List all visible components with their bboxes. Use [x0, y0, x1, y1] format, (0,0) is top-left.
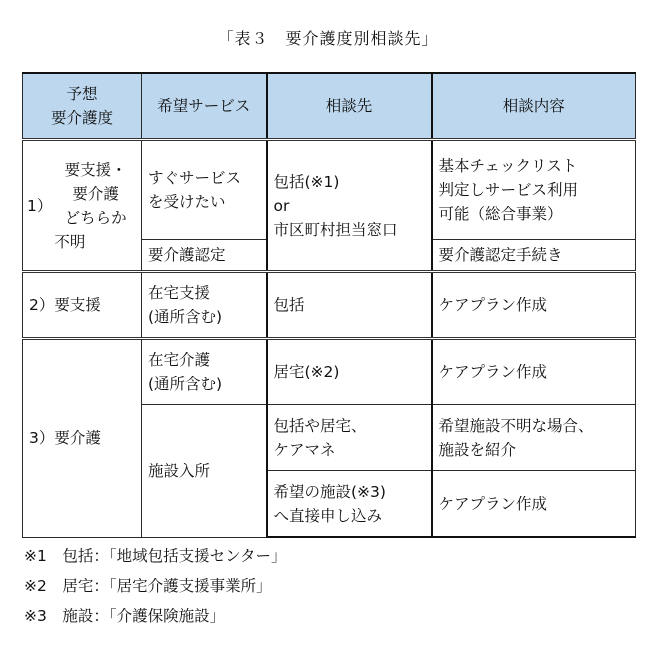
consultation-table	[22, 72, 636, 538]
content-cell: 基本チェックリスト 判定しサービス利用 可能（総合事業）	[432, 139, 636, 239]
consult-cell: 包括や居宅、 ケアマネ	[267, 404, 432, 470]
level-cell-1: 1） 要支援・ 要介護 どちらか 不明	[23, 139, 142, 272]
consult-cell: 居宅(※2)	[267, 338, 432, 404]
header-consult: 相談先	[267, 73, 432, 139]
content-cell: ケアプラン作成	[432, 272, 636, 338]
header-service: 希望サービス	[142, 73, 267, 139]
service-cell: 在宅介護 (通所含む)	[142, 338, 267, 404]
footnotes	[24, 541, 286, 631]
level-cell-3: 3）要介護	[23, 338, 142, 537]
level-cell-2: 2）要支援	[23, 272, 142, 338]
service-cell: 要介護認定	[142, 240, 267, 272]
footnote: ※1 包括：「地域包括支援センター」	[24, 547, 287, 565]
header-content: 相談内容	[432, 73, 636, 139]
consult-cell: 希望の施設(※3) へ直接申し込み	[267, 471, 432, 537]
level-number: 1）	[27, 196, 53, 215]
table-row	[23, 272, 636, 338]
consult-cell: 包括(※1) or 市区町村担当窓口	[267, 139, 432, 272]
table-caption: 「表３ 要介護度別相談先」	[217, 29, 439, 48]
table-row	[23, 139, 636, 239]
content-cell: 希望施設不明な場合、 施設を紹介	[432, 404, 636, 470]
content-cell: ケアプラン作成	[432, 338, 636, 404]
content-cell: 要介護認定手続き	[432, 240, 636, 272]
footnote: ※2 居宅：「居宅介護支援事業所」	[24, 577, 272, 595]
consult-cell: 包括	[267, 272, 432, 338]
table-row	[23, 338, 636, 404]
header-row	[23, 73, 636, 139]
service-cell: 在宅支援 (通所含む)	[142, 272, 267, 338]
footnote: ※3 施設：「介護保険施設」	[24, 607, 226, 625]
content-cell: ケアプラン作成	[432, 471, 636, 537]
service-cell: 施設入所	[142, 404, 267, 537]
service-cell: すぐサービス を受けたい	[142, 139, 267, 239]
header-level: 予想 要介護度	[23, 73, 142, 139]
